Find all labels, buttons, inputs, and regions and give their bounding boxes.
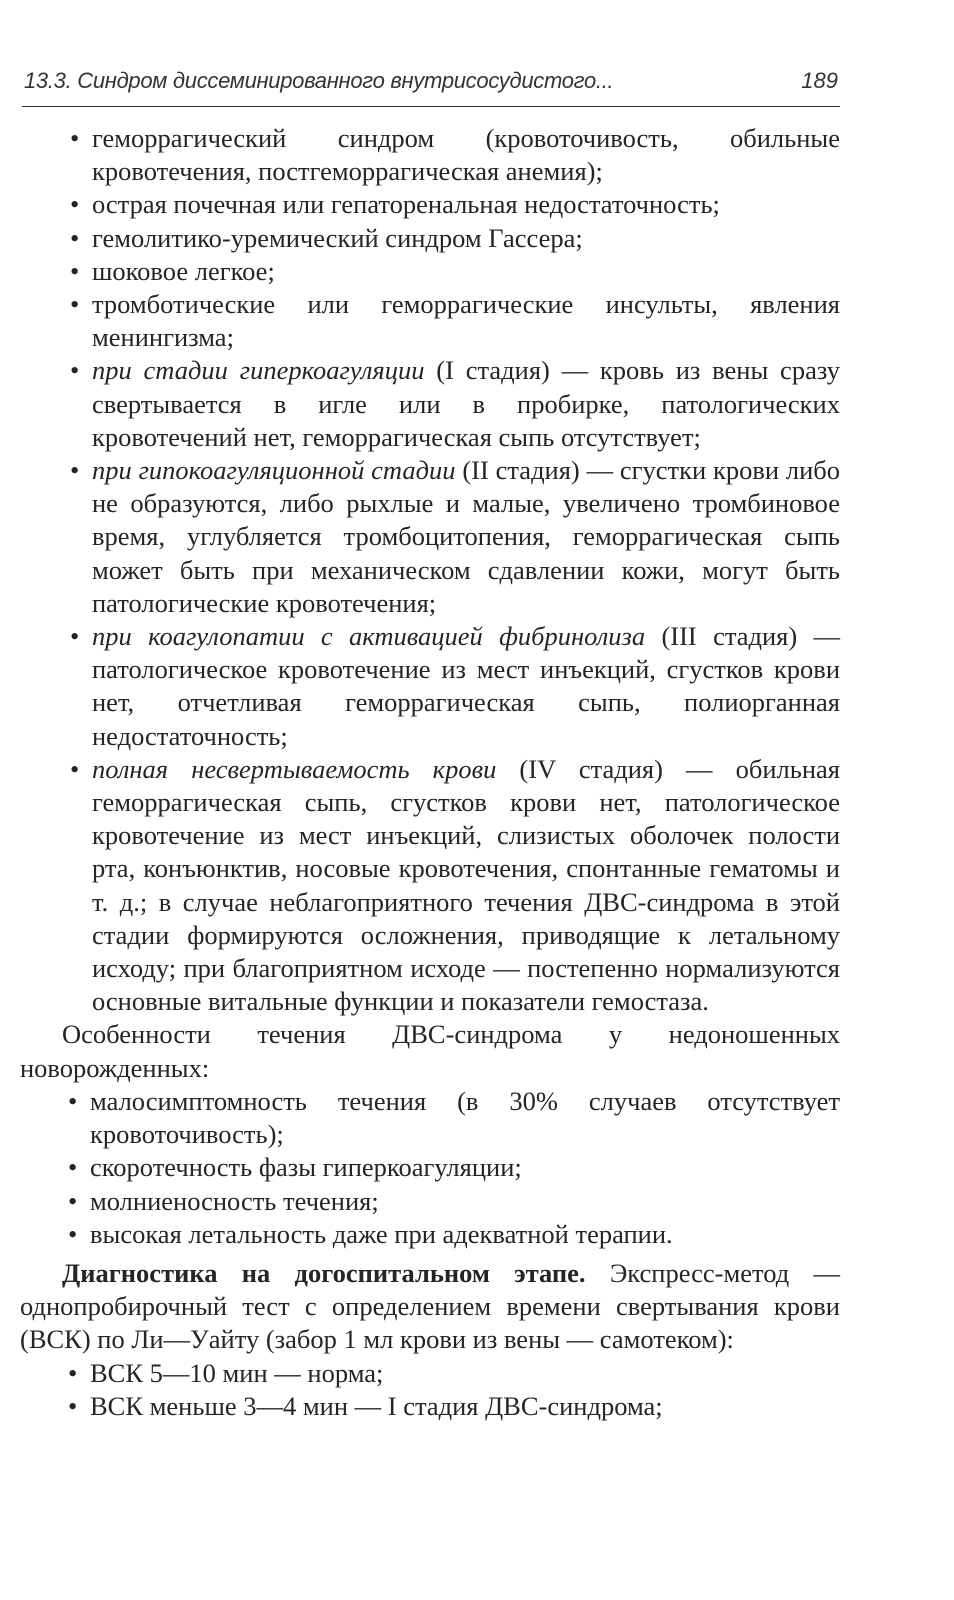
list-item: • малосимптомность течения (в 30% случаев отсутствует кровоточивость);: [90, 1085, 840, 1151]
list-item: • при стадии гиперкоагуляции (I стадия) — кровь из вены сразу свертывается в игле или в пробирке, патологических кровотечений нет, геморрагическая сыпь отсутствует;: [92, 354, 840, 454]
page-body: [20, 122, 840, 1423]
stage-name: при коагулопатии с активацией фибринолиза: [92, 621, 646, 652]
page-number: 189: [801, 68, 838, 93]
running-header-title: 13.3. Синдром диссеминированного внутрисосудистого...: [24, 68, 614, 93]
premature-features-list: [20, 1085, 840, 1251]
list-item: • тромботические или геморрагические инсульты, явления менингизма;: [92, 288, 840, 354]
running-header: [22, 66, 840, 107]
list-item: • геморрагический синдром (кровоточивость, обильные кровотечения, постгеморрагическая анемия);: [92, 122, 840, 188]
list-item: • острая почечная или гепаторенальная недостаточность;: [92, 188, 840, 221]
list-item: • при коагулопатии с активацией фибринолиза (III стадия) — патологическое кровотечение из мест инъекций, сгустков крови нет, отчетливая геморрагическая сыпь, полиорганная недостаточность;: [92, 620, 840, 753]
list-item: • скоротечность фазы гиперкоагуляции;: [90, 1151, 840, 1184]
stage-name: при стадии гиперкоагуляции: [92, 355, 425, 386]
clotting-time-list: [20, 1357, 840, 1423]
list-item: • шоковое легкое;: [92, 255, 840, 288]
stage-name: при гипокоагуляционной стадии: [92, 455, 456, 486]
diagnostics-heading: Диагностика на догоспитальном этапе.: [62, 1257, 586, 1288]
list-item: • гемолитико-уремический синдром Гассера;: [92, 222, 840, 255]
symptom-list: [20, 122, 840, 1018]
list-item: • при гипокоагуляционной стадии (II стадия) — сгустки крови либо не образуются, либо рыхлые и малые, увеличено тромбиновое время, углубляется тромбоцитопения, геморрагическая сыпь может быть при механическом сдавлении кожи, могут быть патологические кровотечения;: [92, 454, 840, 620]
paragraph-diagnostics: Диагностика на догоспитальном этапе. Экспресс-метод — однопробирочный тест с определением времени свертывания крови (ВСК) по Ли—Уайту (забор 1 мл крови из вены — самотеком):: [20, 1257, 840, 1355]
list-item: • молниеносность течения;: [90, 1185, 840, 1218]
list-item: • ВСК меньше 3—4 мин — I стадия ДВС-синдрома;: [90, 1390, 840, 1423]
stage-name: полная несвертываемость крови: [92, 753, 497, 784]
list-item: • ВСК 5—10 мин — норма;: [90, 1357, 840, 1390]
paragraph-premature: Особенности течения ДВС-синдрома у недоношенных новорожденных:: [20, 1019, 840, 1083]
list-item: • высокая летальность даже при адекватной терапии.: [90, 1218, 840, 1251]
list-item: • полная несвертываемость крови (IV стадия) — обильная геморрагическая сыпь, сгустков крови нет, патологическое кровотечение из мест инъекций, слизистых оболочек полости рта, конъюнктив, носовые кровотечения, спонтанные гематомы и т. д.; в случае неблагоприятного течения ДВС-синдрома в этой стадии формируются осложнения, приводящие к летальному исходу; при благоприятном исходе — постепенно нормализуются основные витальные функции и показатели гемостаза.: [92, 753, 840, 1019]
